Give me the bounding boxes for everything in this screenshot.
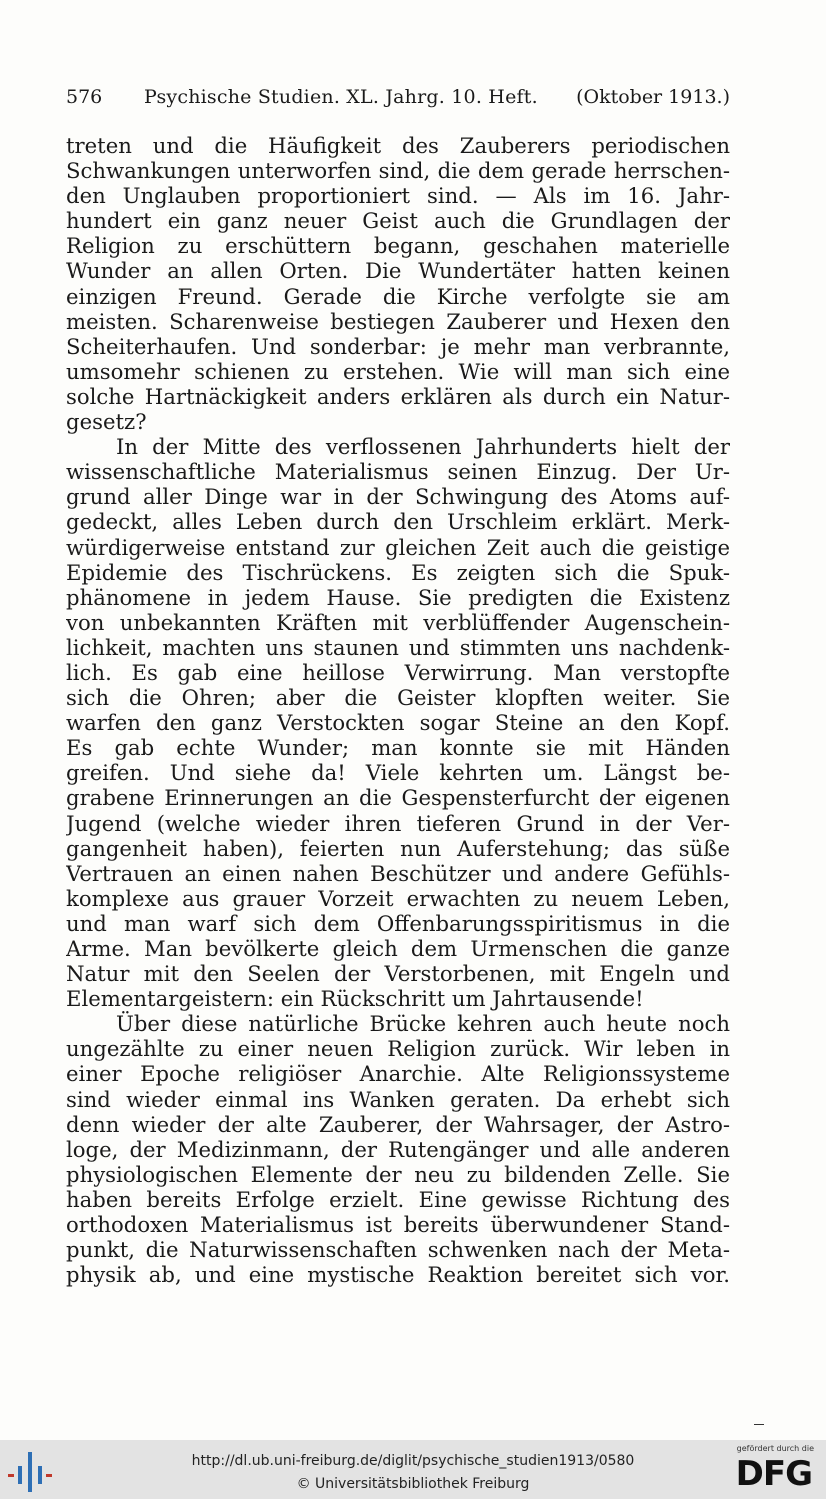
text-line: einer Epoche religiöser Anarchie. Alte Religionssysteme [66,1061,730,1087]
text-line: In der Mitte des verflossenen Jahrhunderts hielt der [116,434,730,460]
text-line: grabene Erinnerungen an die Gespensterfurcht der eigenen [66,785,730,811]
text-line: gedeckt, alles Leben durch den Urschleim erklärt. Merk- [66,509,730,535]
issue-date: (Oktober 1913.) [576,86,730,108]
text-line: Es gab echte Wunder; man konnte sie mit Händen [66,735,730,761]
text-line: Religion zu erschüttern begann, geschahen materielle [66,233,730,259]
text-line: Über diese natürliche Brücke kehren auch heute noch [116,1011,730,1037]
text-line: physiologischen Elemente der neu zu bildenden Zelle. Sie [66,1161,730,1187]
text-line: sind wieder einmal ins Wanken geraten. Da erhebt sich [66,1086,730,1112]
body-text [66,133,730,1287]
text-line: grund aller Dinge war in der Schwingung des Atoms auf- [66,484,730,510]
text-line: ungezählte zu einer neuen Religion zurück. Wir leben in [66,1036,730,1062]
text-line: Arme. Man bevölkerte gleich dem Urmenschen die ganze [66,936,730,961]
text-line: gesetz? [66,409,147,435]
margin-mark [754,1424,764,1425]
permalink-url[interactable]: http://dl.ub.uni-freiburg.de/diglit/psychische_studien1913/0580 [191,1453,635,1469]
text-line: denn wieder der alte Zauberer, der Wahrsager, der Astro- [66,1111,730,1137]
text-line: treten und die Häufigkeit des Zauberers periodischen [66,133,730,158]
text-line: loge, der Medizinmann, der Rutengänger und alle anderen [66,1136,730,1162]
text-line: komplexe aus grauer Vorzeit erwachten zu neuem Leben, [66,885,730,911]
text-line: Epidemie des Tischrückens. Es zeigten sich die Spuk- [66,559,730,585]
text-line: Vertrauen an einen nahen Beschützer und andere Gefühls- [66,860,730,886]
text-line: von unbekannten Kräften mit verblüffender Augenschein- [66,609,730,635]
text-line: Scheiterhaufen. Und sonderbar: je mehr man verbrannte, [66,333,730,359]
text-line: hundert ein ganz neuer Geist auch die Grundlagen der [66,208,730,234]
text-line: physik ab, und eine mystische Reaktion bereitet sich vor. [66,1262,730,1288]
text-line: lichkeit, machten uns staunen und stimmten uns nachdenk- [66,634,730,660]
text-line: einzigen Freund. Gerade die Kirche verfolgte sie am [66,283,730,309]
text-line: Schwankungen unterworfen sind, die dem gerade herrschen- [66,158,730,184]
text-line: würdigerweise entstand zur gleichen Zeit auch die geistige [66,534,730,560]
text-line: orthodoxen Materialismus ist bereits überwundener Stand- [66,1212,730,1238]
text-line: umsomehr schienen zu erstehen. Wie will man sich eine [66,358,730,384]
text-line: sich die Ohren; aber die Geister klopften weiter. Sie [66,685,730,711]
text-line: wissenschaftliche Materialismus seinen Einzug. Der Ur- [66,459,730,485]
text-line: punkt, die Naturwissenschaften schwenken nach der Meta- [66,1237,730,1263]
text-line: gangenheit haben), feierten nun Auferstehung; das süße [66,835,730,861]
text-line: phänomene in jedem Hause. Sie predigten die Existenz [66,584,730,610]
text-line: solche Hartnäckigkeit anders erklären als durch ein Natur- [66,383,730,409]
text-line: Wunder an allen Orten. Die Wundertäter hatten keinen [66,258,730,284]
dfg-tagline: gefördert durch die [736,1444,814,1453]
text-line: haben bereits Erfolge erzielt. Eine gewisse Richtung des [66,1186,730,1212]
text-line: den Unglauben proportioniert sind. — Als im 16. Jahr- [66,183,730,209]
viewer-footer [0,1440,826,1499]
page-number: 576 [66,86,103,108]
text-line: lich. Es gab eine heillose Verwirrung. Man verstopfte [66,659,730,685]
copyright-notice: © Universitätsbibliothek Freiburg [296,1476,530,1492]
text-line: greifen. Und siehe da! Viele kehrten um. Längst be- [66,760,730,786]
text-line: Natur mit den Seelen der Verstorbenen, mit Engeln und [66,961,730,987]
text-line: Jugend (welche wieder ihren tieferen Grund in der Ver- [66,810,730,836]
text-line: warfen den ganz Verstockten sogar Steine an den Kopf. [66,710,730,736]
dfg-logo: DFG [735,1454,812,1494]
text-line: und man warf sich dem Offenbarungsspiritismus in die [66,910,730,936]
running-header [66,86,730,116]
text-line: meisten. Scharenweise bestiegen Zauberer und Hexen den [66,308,730,334]
text-line: Elementargeistern: ein Rückschritt um Jahrtausende! [66,986,644,1012]
running-title: Psychische Studien. XL. Jahrg. 10. Heft. [144,86,538,108]
